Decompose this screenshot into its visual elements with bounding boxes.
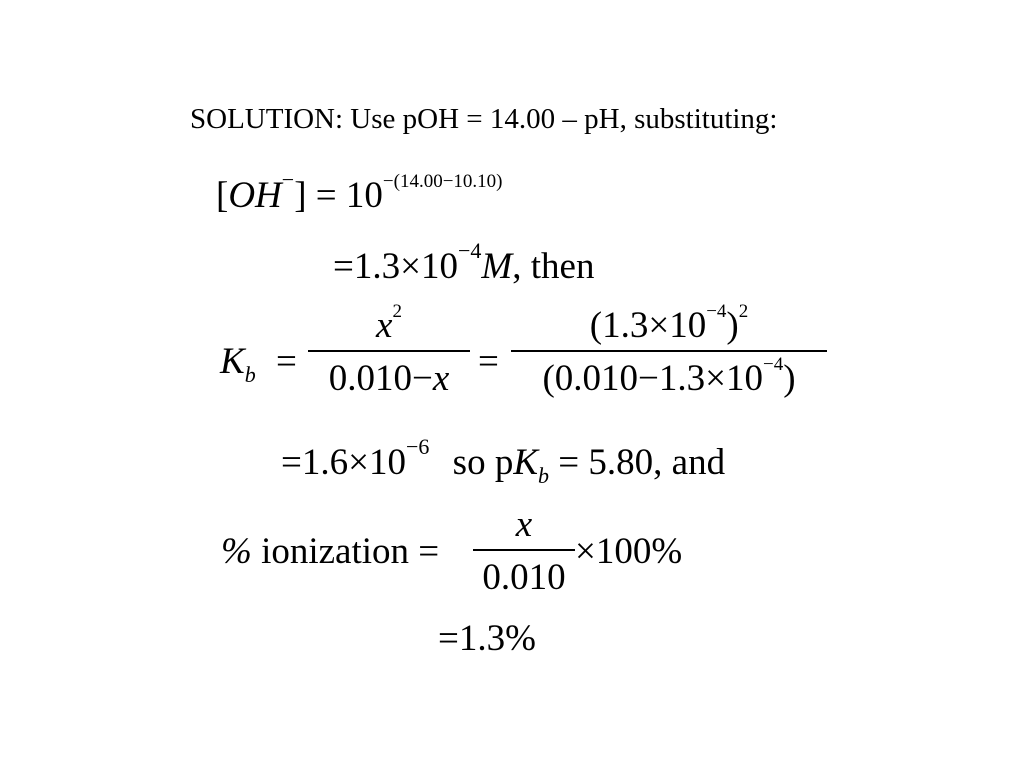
exponent: −(14.00−10.10) [382, 171, 503, 192]
exponent: −6 [406, 434, 430, 459]
denominator-exp: −4 [763, 354, 784, 375]
denominator-text: 0.010− [328, 358, 433, 399]
bracket-close: ] [294, 175, 307, 216]
fraction-bar [511, 350, 827, 352]
denominator-var: x [432, 358, 450, 399]
numerator-exp: −4 [706, 301, 727, 322]
equals-sign: = [315, 175, 337, 216]
pkb-subscript: b [538, 463, 550, 488]
numerator-var: x [515, 504, 533, 545]
exponent: −4 [458, 238, 482, 263]
equals-sign: = [438, 618, 459, 659]
equals-sign: = [558, 442, 580, 483]
molar-unit: M [481, 246, 513, 287]
equals-sign: = [333, 246, 354, 287]
mantissa: 1.3×10 [353, 246, 458, 287]
kb-subscript: b [244, 362, 256, 387]
fraction-x-squared [308, 301, 470, 399]
ionization-result [438, 620, 536, 657]
numerator-close: ) [726, 305, 739, 346]
mantissa: 1.6×10 [301, 442, 406, 483]
kb-result [281, 434, 726, 488]
hydroxide-result [333, 238, 595, 287]
numerator-var: x [376, 305, 393, 346]
hydroxide-charge: − [281, 167, 295, 192]
ionization-text: ionization = [251, 531, 440, 572]
pkb-value: 5.80, and [588, 442, 726, 483]
equals-sign: = [478, 341, 499, 382]
fraction-bar [473, 549, 575, 551]
percent-symbol: % [221, 531, 252, 572]
bracket-open: [ [216, 175, 229, 216]
equals-sign: = [276, 341, 297, 382]
denominator-text: 0.010 [482, 557, 566, 598]
ionization-value: 1.3% [458, 618, 536, 659]
fraction-bar [308, 350, 470, 352]
numerator-square: 2 [738, 301, 749, 322]
solution-heading: SOLUTION: Use pOH = 14.00 – pH, substituting: [190, 103, 778, 135]
base-ten: 10 [345, 175, 383, 216]
then-text: , then [512, 246, 595, 287]
numerator-text: (1.3×10 [589, 305, 707, 346]
fraction-ionization [473, 506, 575, 596]
fraction-numeric [511, 301, 827, 399]
numerator-exp: 2 [392, 301, 402, 322]
pkb-var: K [513, 442, 539, 483]
so-p-text: so p [452, 442, 514, 483]
hydroxide-equation [216, 167, 503, 216]
times-hundred-percent: ×100% [575, 531, 683, 572]
ionization-label [221, 533, 439, 570]
denominator-text: (0.010−1.3×10 [542, 358, 763, 399]
kb-var: K [220, 341, 245, 382]
kb-symbol [220, 341, 256, 387]
denominator-close: ) [783, 358, 796, 399]
equals-sign: = [281, 442, 302, 483]
hydroxide-symbol: OH [228, 175, 282, 216]
